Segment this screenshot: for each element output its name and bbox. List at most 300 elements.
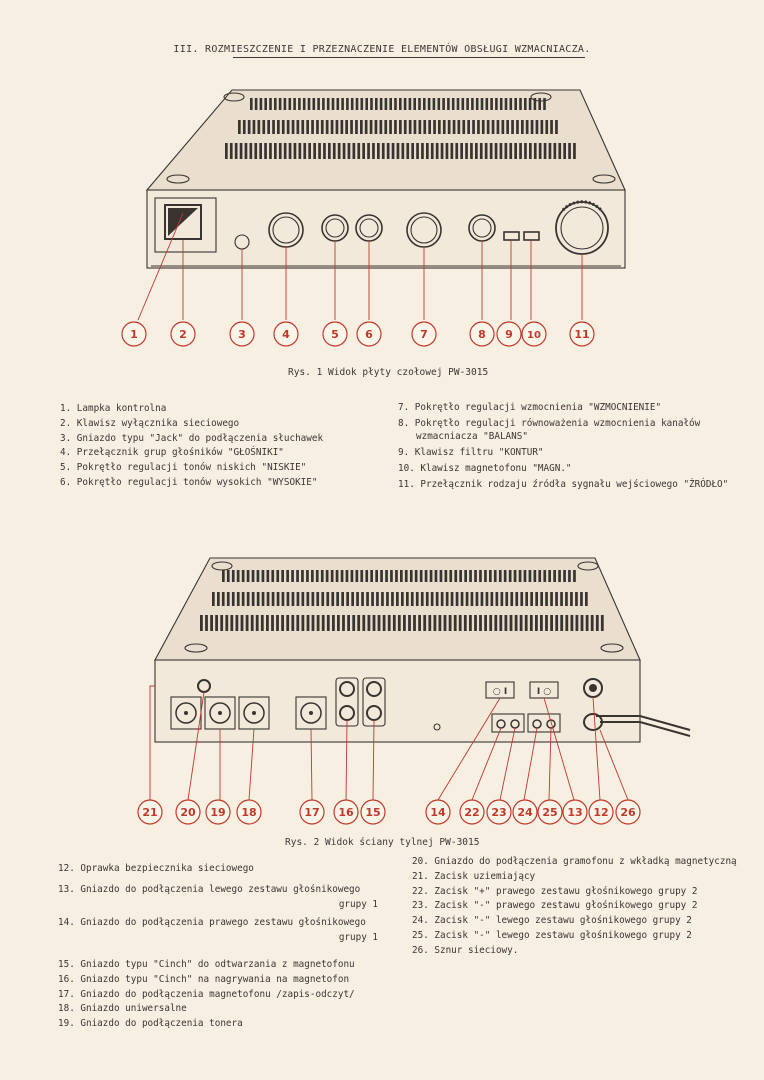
svg-text:12: 12 (593, 806, 609, 819)
vent-slot (431, 592, 434, 606)
vent-slot (257, 570, 260, 582)
legend-item: 14. Gniazdo do podłączenia prawego zestawu głośnikowego (58, 917, 366, 929)
vent-slot (499, 570, 502, 582)
vent-slot (475, 143, 478, 159)
vent-slot (426, 143, 429, 159)
vent-slot (316, 592, 319, 606)
vent-slot (534, 570, 537, 582)
vent-slot (321, 592, 324, 606)
vent-slot (460, 143, 463, 159)
vent-slot (311, 570, 314, 582)
rear-legend-left (58, 862, 378, 1032)
vent-slot (472, 120, 475, 134)
vent-slot (243, 120, 246, 134)
vent-slot (431, 143, 434, 159)
vent-slot (279, 143, 282, 159)
vent-slot (260, 98, 263, 110)
vent-slot (565, 592, 568, 606)
vent-slot (210, 615, 213, 631)
vent-slot (515, 592, 518, 606)
vent-slot (252, 570, 255, 582)
vent-slot (573, 570, 576, 582)
vent-slot (380, 570, 383, 582)
vent-slot (225, 143, 228, 159)
callout-21 (138, 800, 162, 824)
vent-slot (481, 98, 484, 110)
vent-slot (389, 120, 392, 134)
vent-slot (230, 615, 233, 631)
vent-slot (423, 98, 426, 110)
legend-item: 15. Gniazdo typu "Cinch" do odtwarzania z magnetofonu (58, 958, 355, 970)
legend-item: 22. Zacisk "+" prawego zestawu głośnikowego grupy 2 (412, 885, 698, 897)
vent-slot (394, 98, 397, 110)
vent-slot (563, 143, 566, 159)
svg-text:I ○: I ○ (536, 687, 552, 697)
front-caption: Rys. 1 Widok płyty czołowej PW-3015 (288, 367, 489, 378)
vent-slot (382, 143, 385, 159)
vent-slot (386, 592, 389, 606)
vent-slot (411, 143, 414, 159)
vent-slot (530, 592, 533, 606)
vent-slot (303, 143, 306, 159)
vent-slot (553, 570, 556, 582)
vent-slot (322, 98, 325, 110)
vent-slot (426, 592, 429, 606)
vent-slot (289, 98, 292, 110)
vent-slot (356, 592, 359, 606)
vent-slot (380, 98, 383, 110)
vent-slot (550, 120, 553, 134)
vent-slot (525, 592, 528, 606)
vent-slot (454, 615, 457, 631)
vent-slot (444, 615, 447, 631)
vent-slot (540, 615, 543, 631)
vent-slot (287, 592, 290, 606)
vent-slot (326, 592, 329, 606)
legend-item: 9. Klawisz filtru "KONTUR" (398, 446, 544, 458)
vent-slot (313, 98, 316, 110)
vent-slot (558, 143, 561, 159)
vent-slot (563, 570, 566, 582)
vent-slot (402, 143, 405, 159)
vent-slot (316, 120, 319, 134)
vent-slot (311, 120, 314, 134)
vent-slot (253, 120, 256, 134)
legend-item: 7. Pokrętło regulacji wzmocnienia "WZMOCNIENIE" (398, 402, 662, 413)
vent-slot (378, 615, 381, 631)
vent-slot (242, 570, 245, 582)
vent-slot (539, 143, 542, 159)
vent-slot (367, 143, 370, 159)
vent-slot (413, 615, 416, 631)
vent-slot (441, 592, 444, 606)
vent-slot (336, 592, 339, 606)
rear-face (155, 660, 640, 742)
vent-slot (409, 98, 412, 110)
vent-slot (571, 615, 574, 631)
vent-slot (284, 143, 287, 159)
vent-slot (425, 570, 428, 582)
vent-slot (484, 615, 487, 631)
vent-slot (501, 592, 504, 606)
vent-slot (267, 120, 270, 134)
vent-slot (505, 615, 508, 631)
legend-item-continuation: wzmacniacza "BALANS" (416, 430, 528, 442)
vent-slot (535, 615, 538, 631)
vent-slot (220, 615, 223, 631)
vent-slot (232, 592, 235, 606)
legend-item: 20. Gniazdo do podłączenia gramofonu z wkładką magnetyczną (412, 856, 737, 867)
svg-text:8: 8 (478, 328, 486, 341)
vent-slot (267, 592, 270, 606)
vent-slot (302, 592, 305, 606)
vent-slot (555, 592, 558, 606)
legend-item: 8. Pokrętło regulacji równoważenia wzmocnienia kanałów (398, 418, 701, 430)
vent-slot (401, 592, 404, 606)
vent-slot (212, 592, 215, 606)
vent-slot (406, 143, 409, 159)
vent-slot (303, 98, 306, 110)
vent-slot (254, 143, 257, 159)
vent-slot (297, 592, 300, 606)
vent-slot (585, 592, 588, 606)
vent-slot (560, 615, 563, 631)
vent-slot (560, 592, 563, 606)
title-underline (233, 57, 585, 58)
vent-slot (540, 592, 543, 606)
vent-slot (261, 615, 264, 631)
vent-slot (341, 98, 344, 110)
vent-slot (524, 98, 527, 110)
vent-slot (313, 143, 316, 159)
vent-slot (370, 570, 373, 582)
legend-item: 18. Gniazdo uniwersalne (58, 1003, 187, 1015)
vent-slot (441, 143, 444, 159)
vent-slot (474, 615, 477, 631)
vent-slot (279, 98, 282, 110)
vent-slot (459, 615, 462, 631)
vent-slot (576, 615, 579, 631)
vent-slot (357, 143, 360, 159)
vent-slot (495, 98, 498, 110)
vent-slot (418, 615, 421, 631)
vent-slot (500, 143, 503, 159)
vent-slot (484, 570, 487, 582)
vent-slot (332, 98, 335, 110)
vent-slot (415, 570, 418, 582)
vent-slot (298, 98, 301, 110)
vent-slot (328, 143, 331, 159)
vent-slot (550, 615, 553, 631)
vent-slot (351, 98, 354, 110)
vent-slot (545, 615, 548, 631)
vent-slot (520, 592, 523, 606)
vent-slot (443, 120, 446, 134)
vent-slot (236, 615, 239, 631)
callout-14 (426, 800, 450, 824)
vent-slot (317, 98, 320, 110)
legend-item: 19. Gniazdo do podłączenia tonera (58, 1018, 243, 1030)
vent-slot (355, 120, 358, 134)
vent-slot (404, 120, 407, 134)
vent-slot (348, 143, 351, 159)
vent-slot (459, 570, 462, 582)
vent-slot (331, 570, 334, 582)
vent-slot (464, 615, 467, 631)
vent-slot (519, 570, 522, 582)
vent-slot (466, 592, 469, 606)
vent-slot (489, 570, 492, 582)
vent-slot (217, 592, 220, 606)
vent-slot (436, 592, 439, 606)
legend-item: 13. Gniazdo do podłączenia lewego zestawu głośnikowego (58, 883, 361, 895)
vent-slot (451, 592, 454, 606)
vent-slot (307, 592, 310, 606)
vent-slot (505, 143, 508, 159)
vent-slot (548, 570, 551, 582)
vent-slot (282, 120, 285, 134)
vent-slot (266, 615, 269, 631)
vent-slot (419, 120, 422, 134)
callout-17 (300, 800, 324, 824)
legend-item-continuation: grupy 1 (338, 898, 378, 910)
vent-slot (291, 570, 294, 582)
vent-slot (469, 615, 472, 631)
vent-slot (428, 98, 431, 110)
vent-slot (434, 615, 437, 631)
vent-slot (568, 143, 571, 159)
vent-slot (568, 570, 571, 582)
vent-slot (541, 120, 544, 134)
vent-slot (453, 120, 456, 134)
vent-slot (491, 592, 494, 606)
vent-slot (331, 120, 334, 134)
vent-slot (545, 120, 548, 134)
svg-text:16: 16 (338, 806, 354, 819)
svg-text:7: 7 (420, 328, 428, 341)
vent-slot (470, 143, 473, 159)
svg-text:19: 19 (210, 806, 226, 819)
vent-slot (505, 98, 508, 110)
svg-text:17: 17 (304, 806, 320, 819)
vent-slot (543, 98, 546, 110)
vent-slot (255, 98, 258, 110)
svg-text:6: 6 (365, 328, 373, 341)
svg-text:1: 1 (130, 328, 138, 341)
vent-slot (490, 98, 493, 110)
vent-slot (353, 143, 356, 159)
vent-slot (510, 98, 513, 110)
vent-slot (346, 592, 349, 606)
vent-slot (250, 98, 253, 110)
front-legend-right (398, 402, 728, 492)
vent-slot (481, 592, 484, 606)
vent-slot (381, 592, 384, 606)
vent-slot (376, 592, 379, 606)
callout-11 (570, 322, 594, 346)
vent-slot (479, 615, 482, 631)
vent-slot (258, 120, 261, 134)
front-face (147, 190, 625, 268)
vent-slot (455, 143, 458, 159)
vent-slot (520, 615, 523, 631)
legend-item: 4. Przełącznik grup głośników "GŁOŚNIKI" (60, 447, 284, 459)
vent-slot (345, 120, 348, 134)
vent-slot (284, 98, 287, 110)
vent-slot (215, 615, 218, 631)
rear-panel-illustration (0, 550, 764, 835)
vent-slot (535, 592, 538, 606)
svg-text:5: 5 (331, 328, 339, 341)
vent-slot (421, 592, 424, 606)
legend-item: 1. Lampka kontrolna (60, 403, 167, 414)
vent-slot (271, 570, 274, 582)
vent-slot (418, 98, 421, 110)
legend-item: 25. Zacisk "-" lewego zestawu głośnikowego grupy 2 (412, 929, 692, 941)
vent-slot (461, 592, 464, 606)
vent-slot (430, 570, 433, 582)
vent-slot (370, 120, 373, 134)
vent-slot (580, 592, 583, 606)
vent-slot (524, 143, 527, 159)
vent-slot (293, 98, 296, 110)
vent-slot (596, 615, 599, 631)
vent-slot (308, 98, 311, 110)
vent-slot (326, 120, 329, 134)
front-panel-illustration (0, 80, 764, 360)
svg-text:4: 4 (282, 328, 290, 341)
callout-22 (460, 800, 484, 824)
svg-text:18: 18 (241, 806, 257, 819)
legend-item: 10. Klawisz magnetofonu "MAGN." (398, 463, 572, 475)
vent-slot (272, 120, 275, 134)
vent-slot (281, 615, 284, 631)
legend-item: 24. Zacisk "-" lewego zestawu głośnikowego grupy 2 (412, 915, 692, 927)
vent-slot (529, 98, 532, 110)
vent-slot (264, 143, 267, 159)
callout-5 (323, 322, 347, 346)
svg-text:26: 26 (620, 806, 636, 819)
callout-25 (538, 800, 562, 824)
vent-slot (575, 592, 578, 606)
vent-slot (549, 143, 552, 159)
vent-slot (413, 98, 416, 110)
vent-slot (342, 615, 345, 631)
legend-item: 5. Pokrętło regulacji tonów niskich "NISKIE" (60, 462, 307, 474)
vent-slot (230, 143, 233, 159)
svg-text:11: 11 (574, 328, 590, 341)
vent-slot (385, 98, 388, 110)
vent-slot (393, 615, 396, 631)
vent-slot (333, 143, 336, 159)
legend-item: 2. Klawisz wyłącznika sieciowego (60, 417, 240, 429)
vent-slot (492, 120, 495, 134)
vent-slot (372, 143, 375, 159)
vent-slot (490, 143, 493, 159)
vent-slot (317, 615, 320, 631)
vent-slot (544, 143, 547, 159)
vent-slot (272, 592, 275, 606)
front-callouts (122, 322, 594, 346)
vent-slot (351, 592, 354, 606)
vent-slot (466, 98, 469, 110)
vent-slot (519, 98, 522, 110)
vent-slot (360, 570, 363, 582)
front-legend-left (60, 402, 323, 491)
vent-slot (486, 98, 489, 110)
vent-slot (362, 615, 365, 631)
vent-slot (480, 143, 483, 159)
vent-slot (510, 615, 513, 631)
vent-slot (477, 120, 480, 134)
vent-slot (341, 120, 344, 134)
vent-slot (377, 143, 380, 159)
vent-slot (296, 570, 299, 582)
vent-slot (332, 615, 335, 631)
vent-slot (442, 98, 445, 110)
vent-slot (287, 120, 290, 134)
vent-slot (286, 570, 289, 582)
vent-slot (296, 615, 299, 631)
vent-slot (416, 592, 419, 606)
vent-slot (462, 120, 465, 134)
vent-slot (448, 120, 451, 134)
svg-text:21: 21 (142, 806, 158, 819)
vent-slot (538, 98, 541, 110)
vent-slot (452, 98, 455, 110)
vent-slot (534, 98, 537, 110)
vent-slot (433, 120, 436, 134)
vent-slot (529, 570, 532, 582)
vent-slot (302, 615, 305, 631)
vent-slot (292, 592, 295, 606)
vent-slot (301, 120, 304, 134)
vent-slot (245, 143, 248, 159)
vent-slot (350, 120, 353, 134)
vent-slot (312, 592, 315, 606)
svg-text:10: 10 (527, 330, 541, 341)
vent-slot (318, 143, 321, 159)
svg-text:○ I: ○ I (492, 687, 508, 697)
vent-slot (423, 120, 426, 134)
vent-slot (360, 120, 363, 134)
vent-slot (591, 615, 594, 631)
vent-slot (331, 592, 334, 606)
vent-slot (306, 570, 309, 582)
vent-slot (555, 615, 558, 631)
vent-slot (235, 143, 238, 159)
vent-slot (346, 98, 349, 110)
callout-19 (206, 800, 230, 824)
vent-slot (357, 615, 360, 631)
callout-4 (274, 322, 298, 346)
vent-slot (525, 615, 528, 631)
callout-24 (513, 800, 537, 824)
svg-text:23: 23 (491, 806, 507, 819)
vent-slot (423, 615, 426, 631)
vent-slot (247, 592, 250, 606)
vent-slot (554, 143, 557, 159)
vent-slot (343, 143, 346, 159)
vent-slot (368, 615, 371, 631)
vent-slot (200, 615, 203, 631)
vent-slot (445, 570, 448, 582)
vent-slot (526, 120, 529, 134)
vent-slot (397, 143, 400, 159)
vent-slot (347, 615, 350, 631)
callout-2 (171, 322, 195, 346)
vent-slot (337, 615, 340, 631)
